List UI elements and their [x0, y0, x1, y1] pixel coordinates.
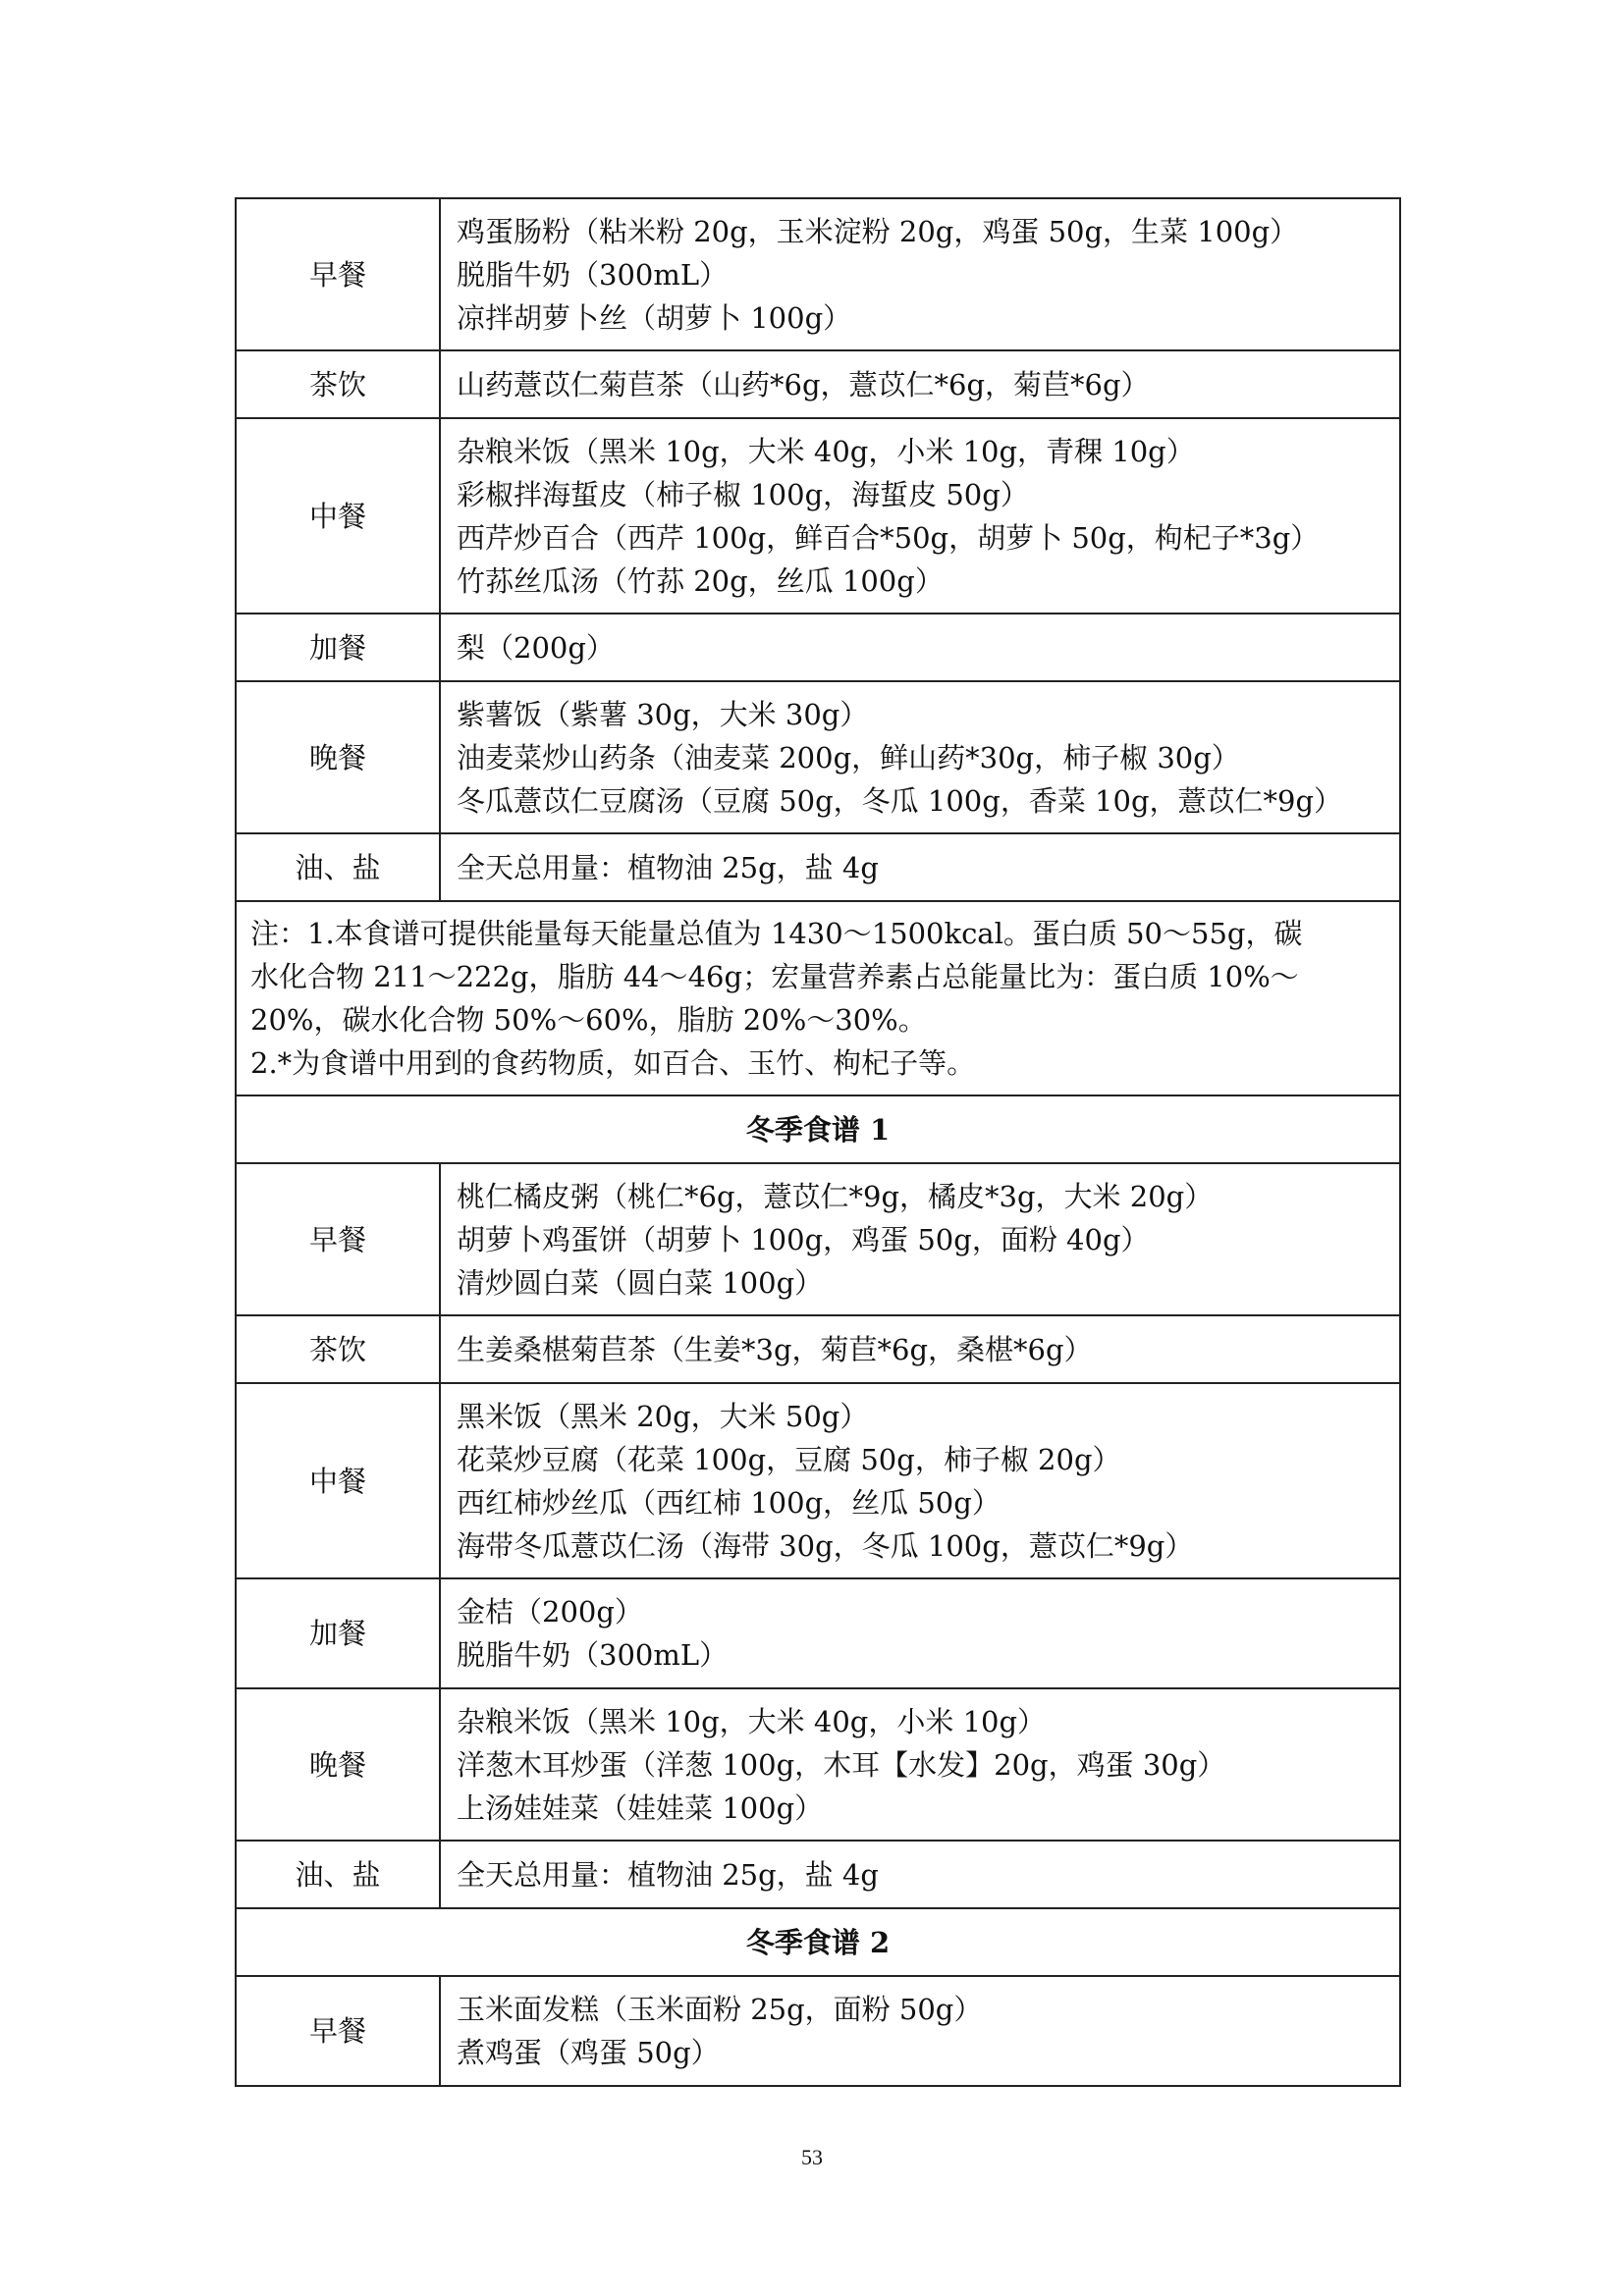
table-row [236, 418, 1400, 614]
table-row [236, 1976, 1400, 2086]
table-row [236, 1578, 1400, 1688]
menu-item: 杂粮米饭（黑米 10g，大米 40g，小米 10g，青稞 10g） [457, 434, 1195, 468]
menu-item: 煮鸡蛋（鸡蛋 50g） [457, 2036, 720, 2069]
meal-items [440, 614, 1400, 681]
winter-2-section [236, 1908, 1400, 2086]
meal-items [440, 1841, 1400, 1908]
meal-label: 晚餐 [236, 1688, 440, 1841]
menu-item: 全天总用量：植物油 25g，盐 4g [457, 1857, 879, 1892]
meal-label: 早餐 [236, 1976, 440, 2086]
meal-label: 加餐 [236, 614, 440, 681]
menu-item: 竹荪丝瓜汤（竹荪 20g，丝瓜 100g） [457, 563, 944, 598]
menu-item: 全天总用量：植物油 25g，盐 4g [457, 850, 879, 884]
menu-item: 黑米饭（黑米 20g，大米 50g） [457, 1399, 869, 1433]
menu-item: 凉拌胡萝卜丝（胡萝卜 100g） [457, 300, 852, 335]
menu-item: 玉米面发糕（玉米面粉 25g，面粉 50g） [457, 1993, 983, 2026]
note-line: 注：1.本食谱可提供能量每天能量总值为 1430～1500kcal。蛋白质 50～55g，碳 [250, 917, 1303, 950]
section-title: 冬季食谱 1 [236, 1095, 1400, 1163]
meal-label: 中餐 [236, 418, 440, 614]
meal-items [440, 681, 1400, 833]
menu-item: 鸡蛋肠粉（粘米粉 20g，玉米淀粉 20g，鸡蛋 50g，生菜 100g） [457, 214, 1299, 248]
meal-items [440, 1383, 1400, 1578]
recipe-table [235, 197, 1401, 2087]
meal-items [440, 418, 1400, 614]
nutrition-note [236, 901, 1400, 1095]
menu-item: 洋葱木耳炒蛋（洋葱 100g，木耳【水发】20g，鸡蛋 30g） [457, 1747, 1226, 1782]
meal-label: 晚餐 [236, 681, 440, 833]
menu-item: 花菜炒豆腐（花菜 100g，豆腐 50g，柿子椒 20g） [457, 1442, 1121, 1476]
table-row [236, 1315, 1400, 1383]
page-number: 53 [801, 2145, 823, 2169]
table-row [236, 681, 1400, 833]
meal-label: 茶饮 [236, 350, 440, 418]
menu-item: 胡萝卜鸡蛋饼（胡萝卜 100g，鸡蛋 50g，面粉 40g） [457, 1222, 1150, 1256]
note-row [236, 901, 1400, 1095]
meal-items [440, 350, 1400, 418]
menu-item: 山药薏苡仁菊苣茶（山药*6g，薏苡仁*6g，菊苣*6g） [457, 367, 1150, 401]
menu-item: 桃仁橘皮粥（桃仁*6g，薏苡仁*9g，橘皮*3g，大米 20g） [457, 1179, 1214, 1213]
table-row [236, 1688, 1400, 1841]
menu-item: 金桔（200g） [457, 1595, 643, 1629]
meal-label: 油、盐 [236, 833, 440, 901]
menu-item: 生姜桑椹菊苣茶（生姜*3g，菊苣*6g，桑椹*6g） [457, 1332, 1093, 1366]
note-line: 水化合物 211～222g，脂肪 44～46g；宏量营养素占总能量比为：蛋白质 10%～ [250, 960, 1299, 993]
table-row [236, 833, 1400, 901]
menu-item: 油麦菜炒山药条（油麦菜 200g，鲜山药*30g，柿子椒 30g） [457, 740, 1240, 774]
menu-item: 西芹炒百合（西芹 100g，鲜百合*50g，胡萝卜 50g，枸杞子*3g） [457, 520, 1320, 555]
menu-item: 杂粮米饭（黑米 10g，大米 40g，小米 10g） [457, 1704, 1047, 1738]
note-line: 20%，碳水化合物 50%～60%，脂肪 20%～30%。 [250, 1003, 927, 1037]
meal-items [440, 1163, 1400, 1315]
meal-label: 中餐 [236, 1383, 440, 1578]
meal-label: 早餐 [236, 198, 440, 350]
winter-1-section [236, 1095, 1400, 1908]
table-row [236, 1841, 1400, 1908]
menu-item: 脱脂牛奶（300mL） [457, 1638, 729, 1672]
menu-item: 冬瓜薏苡仁豆腐汤（豆腐 50g，冬瓜 100g，香菜 10g，薏苡仁*9g） [457, 783, 1343, 818]
table-row [236, 1163, 1400, 1315]
section-title-row [236, 1095, 1400, 1163]
meal-items [440, 1315, 1400, 1383]
note-line: 2.*为食谱中用到的食药物质，如百合、玉竹、枸杞子等。 [250, 1046, 976, 1080]
menu-item: 紫薯饭（紫薯 30g，大米 30g） [457, 697, 869, 731]
menu-item: 上汤娃娃菜（娃娃菜 100g） [457, 1790, 824, 1825]
table-row [236, 614, 1400, 681]
menu-item: 梨（200g） [457, 630, 615, 665]
meal-items [440, 1578, 1400, 1688]
section-title: 冬季食谱 2 [236, 1908, 1400, 1976]
table-row [236, 350, 1400, 418]
menu-item: 海带冬瓜薏苡仁汤（海带 30g，冬瓜 100g，薏苡仁*9g） [457, 1528, 1194, 1563]
meal-items [440, 198, 1400, 350]
meal-items [440, 1688, 1400, 1841]
meal-label: 油、盐 [236, 1841, 440, 1908]
summer-tail-section [236, 198, 1400, 1095]
meal-label: 早餐 [236, 1163, 440, 1315]
section-title-row [236, 1908, 1400, 1976]
table-row [236, 1383, 1400, 1578]
meal-label: 加餐 [236, 1578, 440, 1688]
table-row [236, 198, 1400, 350]
menu-item: 清炒圆白菜（圆白菜 100g） [457, 1265, 824, 1300]
menu-item: 西红柿炒丝瓜（西红柿 100g，丝瓜 50g） [457, 1485, 1001, 1520]
meal-items [440, 1976, 1400, 2086]
meal-label: 茶饮 [236, 1315, 440, 1383]
menu-item: 脱脂牛奶（300mL） [457, 257, 729, 292]
menu-item: 彩椒拌海蜇皮（柿子椒 100g，海蜇皮 50g） [457, 477, 1029, 511]
meal-items [440, 833, 1400, 901]
